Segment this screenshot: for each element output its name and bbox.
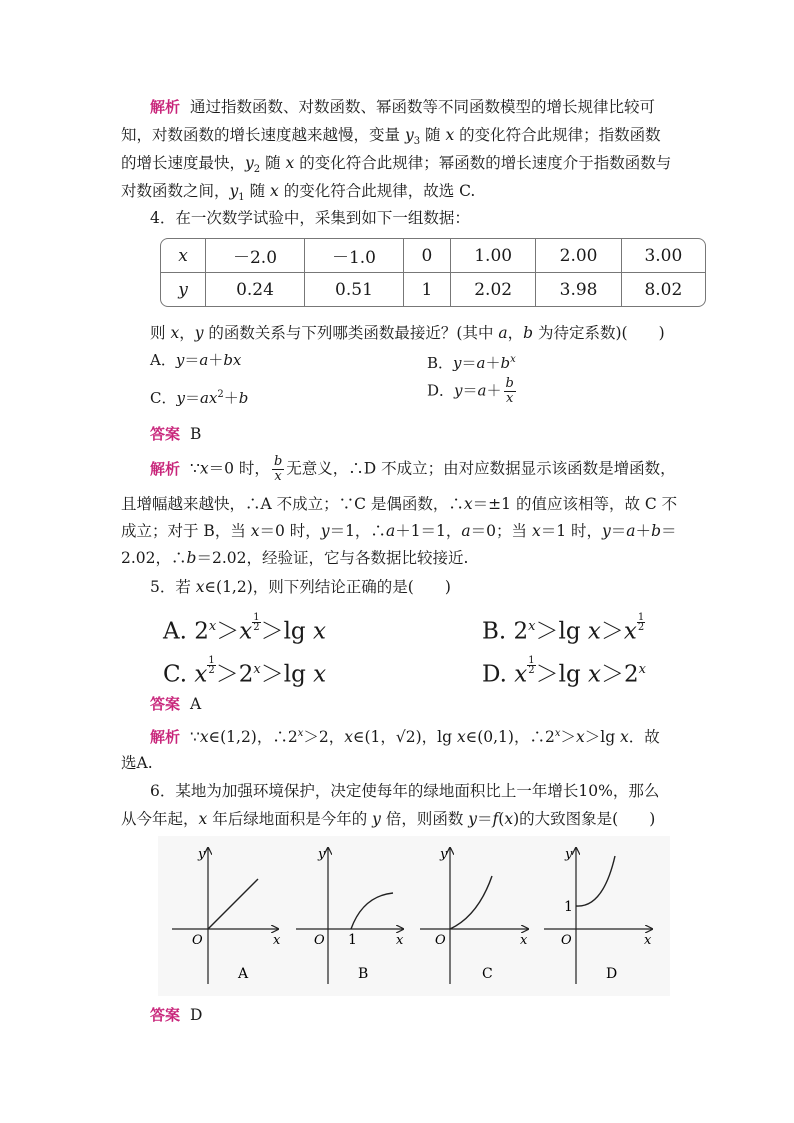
table-row-y: [161, 273, 705, 306]
graph-a: [172, 847, 281, 984]
q5-explanation-line-1: 解析 ∵x∈(1,2)，$\therefore 2^x>2$，x∈(1，√2)，lg x∈(0,1)，$\therefore 2^x>x>\lg$ x．故: [150, 728, 660, 747]
q4-explanation-line-2: 且增幅越来越快，∴A 不成立；∵C 是偶函数，∴x＝±1 的值应该相等，故 C 不: [121, 495, 678, 513]
table-cell: －2.0: [206, 239, 305, 273]
graph-b: [296, 847, 404, 984]
q5-option-c: C. x $\frac{1}{2}$ $>2^x>\lg$ x: [163, 654, 327, 688]
q4-option-b: B．$y=a+b^x$: [427, 354, 516, 372]
q4-option-d: D．y＝a＋ $\frac{b}{x}$: [427, 376, 514, 406]
q4-stem: 4．在一次数学试验中，采集到如下一组数据：: [150, 209, 470, 227]
table-y-label: y: [161, 273, 206, 306]
explanation-3-line-3: 的增长速度最快，$y_2$ 随 x 的变化符合此规律；幂函数的增长速度介于指数函数与: [121, 154, 672, 176]
q5-answer-value: A: [190, 695, 202, 713]
x-axis-label: x: [273, 933, 281, 948]
q5-option-d: D. x $\frac{1}{2}$ ＞lg $x>2^x$: [482, 654, 646, 688]
table-cell: 1: [404, 273, 451, 306]
graph-c: [420, 847, 528, 984]
table-cell: 0.24: [206, 273, 305, 306]
explanation-keyword: 解析: [150, 459, 181, 478]
origin-label: O: [314, 933, 325, 948]
q4-question: 则 x，y 的函数关系与下列哪类函数最接近？(其中 a，b 为待定系数)( ): [150, 324, 665, 342]
answer-keyword: 答案: [150, 425, 181, 443]
graph-d-tick-1: 1: [564, 899, 573, 915]
graph-a-label: A: [238, 966, 249, 982]
x-axis-label: x: [396, 933, 404, 948]
q6-line-2: 从今年起，x 年后绿地面积是今年的 y 倍，则函数 y＝f(x)的大致图象是( ): [121, 810, 656, 828]
table-cell: 2.00: [536, 239, 621, 273]
q4-explanation-line-1: 解析 ∵x＝0 时， $\frac{b}{x}$ 无意义，∴D 不成立；由对应数据显示该函数是增函数，: [150, 454, 676, 484]
table-row-x: [161, 239, 705, 273]
answer-keyword: 答案: [150, 695, 181, 713]
y-axis-label: y: [440, 847, 448, 862]
graph-b-tick-1: 1: [348, 932, 357, 948]
graph-figure: [158, 836, 670, 996]
table-cell: 0: [404, 239, 451, 273]
table-cell: 3.00: [622, 239, 705, 273]
q5-stem: 5．若 x∈(1,2)，则下列结论正确的是( ): [150, 578, 451, 596]
y-axis-label: y: [318, 847, 326, 862]
q4-answer: [150, 422, 710, 446]
q5-option-a: A. $2^x>x$ $\frac{1}{2}$ ＞lg x: [163, 611, 326, 645]
answer-keyword: 答案: [150, 1006, 181, 1024]
q5-option-b: B. $2^x>\lg$ x＞x $\frac{1}{2}$: [482, 611, 645, 645]
explanation-3-text-1: 通过指数函数、对数函数、幂函数等不同函数模型的增长规律比较可: [190, 98, 656, 116]
table-cell: 1.00: [451, 239, 536, 273]
y-axis-label: y: [565, 847, 573, 862]
graph-d: [544, 847, 652, 984]
explanation-3-line-1: [150, 95, 710, 119]
q5-explanation-line-2: 选A.: [121, 754, 153, 772]
table-cell: －1.0: [305, 239, 404, 273]
x-axis-label: x: [644, 933, 652, 948]
q4-option-a: A．y＝a＋bx: [150, 351, 242, 369]
table-cell: 0.51: [305, 273, 404, 306]
table-cell: 8.02: [644, 279, 683, 300]
y-axis-label: y: [198, 847, 206, 862]
q4-explanation-line-3: 成立；对于 B，当 x＝0 时，y＝1，∴a＋1＝1，a＝0；当 x＝1 时，y＝a＋b＝: [121, 522, 677, 540]
graph-b-label: B: [358, 966, 369, 982]
q4-explanation-line-4: 2.02，∴b＝2.02，经验证，它与各数据比较接近.: [121, 549, 469, 567]
x-axis-label: x: [520, 933, 528, 948]
q4-option-c: C．$y=ax^2+b$: [150, 389, 249, 407]
table-x-label: x: [161, 239, 206, 273]
graph-d-label: D: [606, 966, 618, 982]
q6-answer: [150, 1003, 710, 1027]
explanation-keyword: 解析: [150, 98, 181, 116]
explanation-keyword: 解析: [150, 728, 181, 747]
q6-answer-value: D: [190, 1006, 203, 1024]
origin-label: O: [435, 933, 446, 948]
data-table: [160, 238, 706, 307]
table-cell: 3.98: [536, 273, 621, 306]
q6-line-1: 6．某地为加强环境保护，决定使每年的绿地面积比上一年增长10%，那么: [150, 782, 660, 800]
origin-label: O: [561, 933, 572, 948]
table-cell: 2.02: [451, 273, 536, 306]
q5-answer: [150, 692, 710, 716]
graph-c-label: C: [482, 966, 493, 982]
origin-label: O: [192, 933, 203, 948]
explanation-3-line-2: 知，对数函数的增长速度越来越慢，变量 $y_3$ 随 x 的变化符合此规律；指数函数: [121, 126, 661, 148]
q4-answer-value: B: [190, 425, 202, 443]
explanation-3-line-4: 对数函数之间，$y_1$ 随 x 的变化符合此规律，故选 C.: [121, 182, 476, 204]
